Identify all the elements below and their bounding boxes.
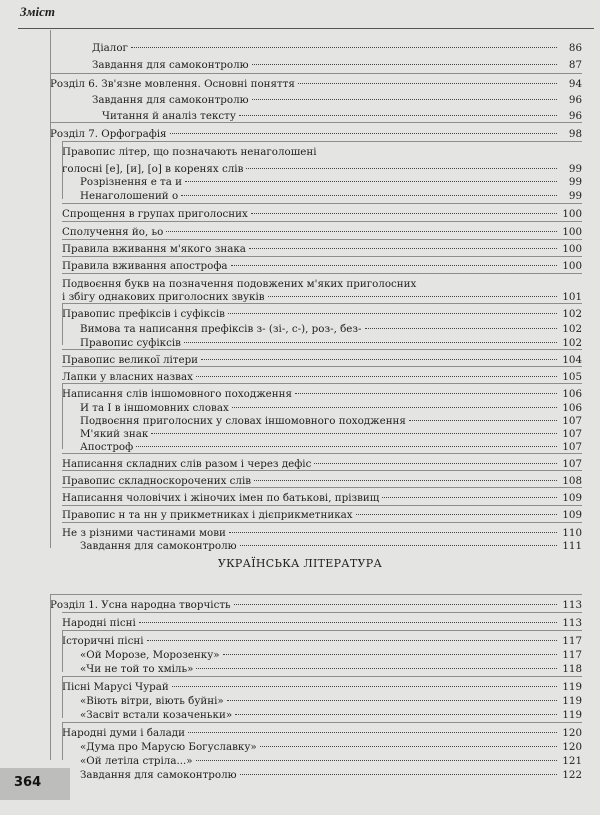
toc-entry-title: И та І в іншомовних словах: [80, 402, 229, 414]
toc-entry[interactable]: [62, 635, 582, 648]
dot-leader: [196, 668, 557, 669]
group-separator: [62, 221, 582, 222]
toc-entry-title: Правопис префіксів і суфіксів: [62, 308, 225, 320]
toc-entry-page: 119: [562, 695, 582, 707]
toc-entry-page: 120: [562, 741, 582, 753]
toc-entry[interactable]: [62, 617, 582, 630]
toc-entry-title: Правопис суфіксів: [80, 337, 181, 349]
dot-leader: [382, 497, 557, 498]
toc-entry[interactable]: [80, 649, 582, 662]
toc-entry[interactable]: [80, 741, 582, 754]
toc-entry-page: 98: [568, 128, 582, 140]
toc-entry-title: Пісні Марусі Чурай: [62, 681, 169, 693]
dot-leader: [356, 514, 557, 515]
toc-entry-title: Розділ 7. Орфографія: [50, 128, 167, 140]
toc-entry-title: Правила вживання апострофа: [62, 260, 228, 272]
group-bracket: [62, 141, 63, 199]
toc-entry-page: 107: [562, 458, 582, 470]
toc-entry[interactable]: [62, 146, 582, 159]
dot-leader: [409, 420, 557, 421]
dot-leader: [314, 463, 557, 464]
dot-leader: [227, 700, 557, 701]
toc-entry-page: 108: [562, 475, 582, 487]
page-number: 364: [14, 775, 42, 790]
toc-entry[interactable]: [62, 527, 582, 540]
dot-leader: [246, 168, 557, 169]
toc-entry-page: 117: [562, 649, 582, 661]
dot-leader: [240, 545, 557, 546]
group-bracket: [62, 722, 63, 760]
toc-entry[interactable]: [62, 388, 582, 401]
dot-leader: [268, 296, 557, 297]
dot-leader: [231, 265, 557, 266]
group-bracket: [62, 303, 63, 345]
toc-entry-title: Розрізнення е та и: [80, 176, 183, 188]
toc-entry-page: 107: [562, 428, 582, 440]
toc-entry[interactable]: [80, 663, 582, 676]
toc-entry-title: Правопис великої літери: [62, 354, 199, 366]
toc-entry-title: М'який знак: [80, 428, 149, 440]
dot-leader: [260, 746, 557, 747]
toc-entry-page: 121: [562, 755, 582, 767]
toc-entry-title: Лапки у власних назвах: [62, 371, 193, 383]
toc-entry-page: 107: [562, 415, 582, 427]
dot-leader: [240, 774, 557, 775]
toc-entry[interactable]: [80, 755, 582, 768]
toc-entry-page: 94: [568, 78, 582, 90]
group-separator: [50, 122, 582, 123]
toc-entry[interactable]: [50, 599, 582, 612]
toc-entry-page: 87: [568, 59, 582, 71]
toc-entry-page: 122: [562, 769, 582, 781]
toc-entry-page: 100: [562, 226, 582, 238]
group-separator: [62, 612, 582, 613]
dot-leader: [251, 213, 557, 214]
toc-entry-title: Завдання для самоконтролю: [80, 540, 237, 552]
toc-entry[interactable]: [62, 727, 582, 740]
toc-entry-title: Правопис складноскорочених слів: [62, 475, 252, 487]
toc-entry[interactable]: [80, 695, 582, 708]
toc-entry-page: 119: [562, 709, 582, 721]
toc-entry[interactable]: [80, 190, 582, 203]
toc-entry-title: «Чи не той то хміль»: [80, 663, 194, 675]
toc-entry-title: «Засвіт встали козаченьки»: [80, 709, 233, 721]
group-separator: [62, 453, 582, 454]
dot-leader: [131, 47, 557, 48]
toc-entry[interactable]: [80, 402, 582, 415]
toc-entry[interactable]: [62, 260, 582, 273]
dot-leader: [181, 195, 557, 196]
dot-leader: [184, 342, 557, 343]
group-separator: [62, 722, 582, 723]
toc-entry-page: 99: [568, 163, 582, 175]
toc-entry-title: голосні [е], [и], [о] в коренях слів: [62, 163, 244, 175]
toc-entry-title: Написання складних слів разом і через дефіс: [62, 458, 312, 470]
toc-entry-title: Розділ 1. Усна народна творчість: [50, 599, 231, 611]
toc-entry-page: 96: [568, 94, 582, 106]
group-bracket: [50, 594, 51, 760]
dot-leader: [196, 760, 557, 761]
toc-entry[interactable]: [80, 428, 582, 441]
group-bracket: [62, 630, 63, 672]
dot-leader: [151, 433, 557, 434]
toc-entry-page: 109: [562, 509, 582, 521]
toc-entry[interactable]: [92, 94, 582, 107]
dot-leader: [249, 248, 557, 249]
toc-entry-page: 113: [562, 599, 582, 611]
toc-entry-title: Апостроф: [80, 441, 134, 453]
toc-entry-page: 117: [562, 635, 582, 647]
dot-leader: [139, 622, 557, 623]
dot-leader: [298, 83, 557, 84]
toc-entry-title: Правила вживання м'якого знака: [62, 243, 246, 255]
toc-entry[interactable]: [80, 323, 582, 336]
dot-leader: [365, 328, 557, 329]
toc-entry-page: 104: [562, 354, 582, 366]
group-separator: [62, 522, 582, 523]
toc-entry-page: 86: [568, 42, 582, 54]
section-title: УКРАЇНСЬКА ЛІТЕРАТУРА: [217, 557, 383, 570]
dot-leader: [252, 64, 557, 65]
group-separator: [62, 630, 582, 631]
toc-entry[interactable]: [92, 42, 582, 55]
group-bracket: [62, 676, 63, 718]
toc-entry[interactable]: [80, 415, 582, 428]
toc-entry-page: 119: [562, 681, 582, 693]
toc-entry-page: 105: [562, 371, 582, 383]
toc-entry-title: Сполучення йо, ьо: [62, 226, 164, 238]
dot-leader: [235, 714, 557, 715]
dot-leader: [239, 115, 557, 116]
toc-entry-page: 100: [562, 260, 582, 272]
toc-entry-page: 96: [568, 110, 582, 122]
toc-entry-title: Вимова та написання префіксів з- (зі-, с-), роз-, без-: [80, 323, 362, 335]
toc-entry[interactable]: [62, 308, 582, 321]
group-separator: [62, 470, 582, 471]
group-separator: [62, 239, 582, 240]
toc-entry-page: 102: [562, 337, 582, 349]
dot-leader: [232, 407, 557, 408]
toc-entry-title: і збігу однакових приголосних звуків: [62, 291, 265, 303]
dot-leader: [170, 133, 557, 134]
toc-entry[interactable]: [62, 226, 582, 239]
toc-entry-title: Подвоєння приголосних у словах іншомовного походження: [80, 415, 406, 427]
group-bracket: [50, 73, 51, 548]
dot-leader: [234, 604, 557, 605]
toc-entry-title: «Ой летіла стріла...»: [80, 755, 193, 767]
toc-entry-page: 100: [562, 208, 582, 220]
toc-entry-title: «Дума про Марусю Богуславку»: [80, 741, 257, 753]
toc-entry[interactable]: [80, 540, 582, 553]
group-separator: [62, 505, 582, 506]
toc-entry-page: 106: [562, 388, 582, 400]
dot-leader: [188, 732, 557, 733]
toc-entry-title: Читання й аналіз тексту: [102, 110, 236, 122]
toc-entry[interactable]: [50, 128, 582, 141]
toc-entry-page: 106: [562, 402, 582, 414]
dot-leader: [228, 313, 557, 314]
group-separator: [62, 303, 582, 304]
group-separator: [50, 594, 582, 595]
dot-leader: [295, 393, 557, 394]
toc-entry[interactable]: [80, 709, 582, 722]
toc-entry-title: Правопис літер, що позначають ненаголошені: [62, 146, 317, 158]
group-bracket: [62, 383, 63, 449]
dot-leader: [136, 446, 557, 447]
group-separator: [62, 141, 582, 142]
group-separator: [62, 256, 582, 257]
page-header-title: Зміст: [20, 4, 56, 19]
dot-leader: [196, 376, 557, 377]
group-separator: [62, 273, 582, 274]
dot-leader: [166, 231, 557, 232]
toc-entry-title: Подвоєння букв на позначення подовжених м'яких приголосних: [62, 278, 417, 290]
toc-entry-title: Діалог: [92, 42, 128, 54]
dot-leader: [172, 686, 557, 687]
toc-entry-title: «Віють вітри, віють буйні»: [80, 695, 224, 707]
toc-entry[interactable]: [62, 509, 582, 522]
group-separator: [50, 73, 582, 74]
dot-leader: [201, 359, 557, 360]
toc-entry-page: 109: [562, 492, 582, 504]
toc-entry-page: 120: [562, 727, 582, 739]
toc-entry[interactable]: [62, 492, 582, 505]
toc-entry[interactable]: [62, 681, 582, 694]
toc-entry-page: 100: [562, 243, 582, 255]
dot-leader: [223, 654, 557, 655]
toc-entry-page: 118: [562, 663, 582, 675]
toc-entry-title: Спрощення в групах приголосних: [62, 208, 248, 220]
toc-entry[interactable]: [92, 59, 582, 72]
group-separator: [62, 487, 582, 488]
group-separator: [62, 676, 582, 677]
toc-entry-title: Ненаголошений о: [80, 190, 179, 202]
toc-entry-title: Написання чоловічих і жіночих імен по батькові, прізвищ: [62, 492, 380, 504]
group-separator: [62, 203, 582, 204]
toc-entry-title: Завдання для самоконтролю: [80, 769, 237, 781]
dot-leader: [185, 181, 557, 182]
toc-entry-page: 101: [562, 291, 582, 303]
toc-entry-title: Написання слів іншомовного походження: [62, 388, 292, 400]
toc-entry[interactable]: [62, 243, 582, 256]
toc-entry-title: Завдання для самоконтролю: [92, 94, 249, 106]
dot-leader: [147, 640, 557, 641]
dot-leader: [229, 532, 557, 533]
toc-entry-title: Народні пісні: [62, 617, 136, 629]
toc-entry-page: 107: [562, 441, 582, 453]
toc-entry-title: Правопис н та нн у прикметниках і дієприкметниках: [62, 509, 353, 521]
toc-entry[interactable]: [80, 769, 582, 782]
toc-entry-page: 113: [562, 617, 582, 629]
toc-entry-page: 99: [568, 176, 582, 188]
toc-entry-page: 110: [562, 527, 582, 539]
toc-entry[interactable]: [62, 278, 582, 291]
toc-entry-title: Завдання для самоконтролю: [92, 59, 249, 71]
group-separator: [62, 349, 582, 350]
toc-entry-page: 99: [568, 190, 582, 202]
toc-entry-title: «Ой Морозе, Морозенку»: [80, 649, 220, 661]
toc-entry-title: Народні думи і балади: [62, 727, 186, 739]
dot-leader: [254, 480, 557, 481]
toc-entry[interactable]: [80, 176, 582, 189]
toc-entry-page: 111: [562, 540, 582, 552]
group-separator: [62, 383, 582, 384]
toc-entry-title: Розділ 6. Зв'язне мовлення. Основні поняття: [50, 78, 295, 90]
toc-entry-page: 102: [562, 323, 582, 335]
toc-entry-title: Історичні пісні: [62, 635, 144, 647]
toc-entry-title: Не з різними частинами мови: [62, 527, 226, 539]
dot-leader: [252, 99, 557, 100]
toc-entry[interactable]: [50, 78, 582, 91]
toc-entry[interactable]: [62, 208, 582, 221]
group-separator: [62, 366, 582, 367]
toc-entry-page: 102: [562, 308, 582, 320]
toc-entry[interactable]: [62, 163, 582, 176]
